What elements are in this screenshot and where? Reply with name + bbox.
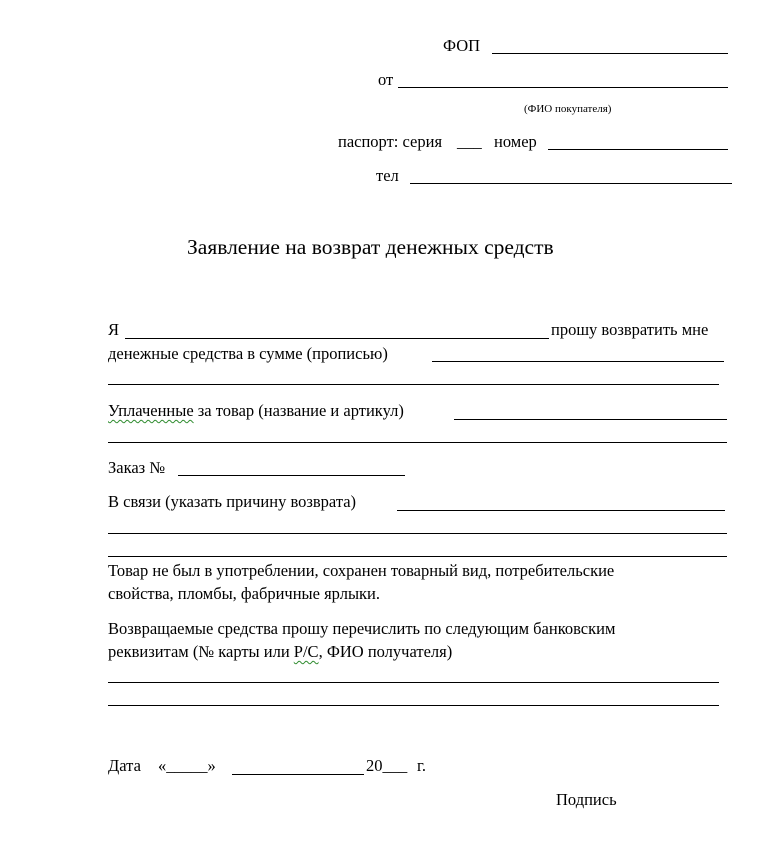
refund-pre: реквизитам (№ карты или (108, 642, 294, 661)
date-suffix: г. (417, 756, 427, 775)
intro-tail: прошу возвратить мне (551, 320, 709, 339)
fop-line (492, 53, 728, 54)
passport-number-line (548, 149, 728, 150)
order-line (178, 475, 405, 476)
condition-line-2: свойства, пломбы, фабричные ярлыки. (108, 584, 381, 603)
refund-line-2 (108, 644, 452, 661)
fio-hint: (ФИО покупателя) (524, 103, 612, 115)
reason-line-3 (108, 556, 727, 557)
refund-line-blank-1 (108, 682, 719, 683)
order-label: Заказ № (108, 458, 166, 477)
intro-label: Я (108, 320, 120, 339)
paid-label (108, 403, 404, 420)
sum-line (432, 361, 724, 362)
phone-line (410, 183, 732, 184)
fop-label: ФОП (443, 36, 481, 55)
reason-label: В связи (указать причину возврата) (108, 492, 357, 511)
signature-label: Подпись (556, 790, 617, 809)
paid-line-2 (108, 442, 727, 443)
page-title: Заявление на возврат денежных средств (187, 235, 554, 259)
date-year: 20___ (366, 756, 408, 775)
from-line (398, 87, 728, 88)
refund-rs: Р/С (293, 642, 319, 661)
reason-line-2 (108, 533, 727, 534)
sum-label: денежные средства в сумме (прописью) (108, 344, 388, 363)
refund-post: , ФИО получателя) (318, 642, 453, 661)
date-label: Дата (108, 756, 141, 775)
refund-line-1: Возвращаемые средства прошу перечислить по следующим банковским (108, 619, 616, 638)
refund-line-blank-2 (108, 705, 719, 706)
passport-number-label: номер (494, 132, 537, 151)
date-day: «_____» (158, 756, 216, 775)
paid-line (454, 419, 727, 420)
phone-label: тел (376, 166, 399, 185)
name-line (125, 338, 549, 339)
from-label: от (378, 70, 394, 89)
passport-series-label: паспорт: серия (338, 132, 443, 151)
condition-line-1: Товар не был в употреблении, сохранен товарный вид, потребительские (108, 561, 615, 580)
paid-word: Уплаченные (108, 401, 194, 420)
paid-tail: за товар (название и артикул) (197, 401, 404, 420)
sum-line-2 (108, 384, 719, 385)
reason-line (397, 510, 725, 511)
passport-series-blank: ___ (457, 132, 482, 151)
date-month-line (232, 774, 364, 775)
